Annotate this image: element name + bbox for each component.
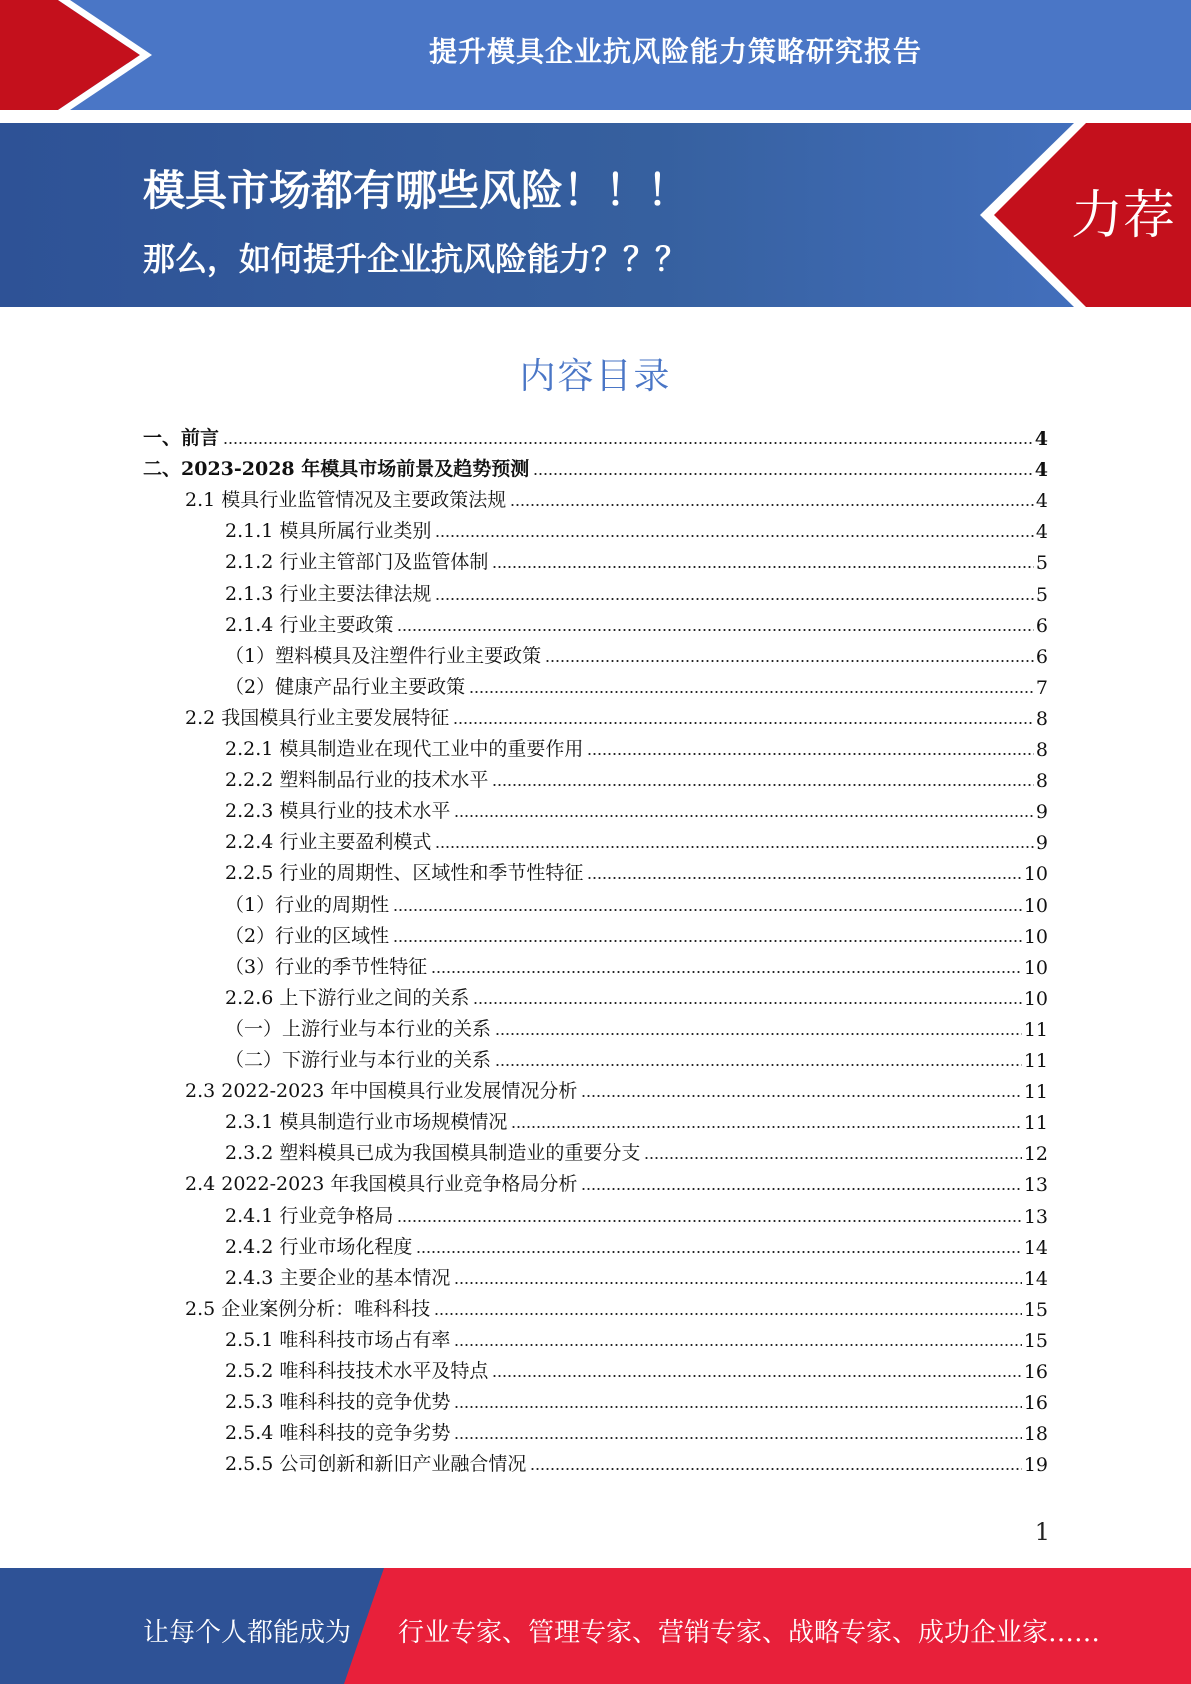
toc-entry-label: 2.2.5 行业的周期性、区域性和季节性特征 <box>225 862 584 885</box>
toc-entry-page: 11 <box>1023 1018 1048 1041</box>
toc-dot-leader <box>393 894 1022 912</box>
toc-entry-page: 6 <box>1035 614 1048 637</box>
toc-entry-label: 2.4 2022-2023 年我国模具行业竞争格局分析 <box>185 1173 578 1196</box>
toc-entry[interactable] <box>225 1259 1048 1290</box>
toc-entry[interactable] <box>225 1383 1048 1414</box>
toc-title: 内容目录 <box>519 356 672 397</box>
toc-dot-leader <box>223 427 1033 445</box>
toc-dot-leader <box>511 1111 1021 1129</box>
toc-entry-label: （2）健康产品行业主要政策 <box>225 675 466 698</box>
toc-dot-leader <box>581 1173 1021 1191</box>
toc-entry-label: 2.1.1 模具所属行业类别 <box>225 520 432 543</box>
toc-entry-label: 2.1.2 行业主管部门及监管体制 <box>225 551 489 574</box>
page-number: 1 <box>1034 1518 1050 1546</box>
toc-dot-leader <box>454 1267 1021 1285</box>
toc-entry-page: 10 <box>1023 956 1048 979</box>
toc-dot-leader <box>435 583 1034 601</box>
toc-dot-leader <box>492 551 1034 569</box>
toc-dot-leader <box>454 1329 1021 1347</box>
toc-entry-page: 14 <box>1023 1267 1048 1290</box>
toc-entry-page: 12 <box>1023 1143 1048 1166</box>
toc-entry-label: （二）下游行业与本行业的关系 <box>225 1049 492 1071</box>
toc-entry-page: 11 <box>1023 1112 1048 1135</box>
toc-entry-label: （1）行业的周期性 <box>225 893 390 916</box>
toc-entry-page: 11 <box>1023 1050 1048 1072</box>
toc-entry-page: 10 <box>1023 894 1048 917</box>
toc-entry[interactable] <box>185 481 1048 512</box>
toc-entry[interactable] <box>225 512 1048 543</box>
toc-entry-label: 一、前言 <box>143 427 220 449</box>
toc-entry[interactable] <box>225 823 1048 854</box>
toc-dot-leader <box>545 645 1034 663</box>
toc-entry-label: 2.3 2022-2023 年中国模具行业发展情况分析 <box>185 1080 578 1103</box>
toc-dot-leader <box>454 1422 1021 1440</box>
toc-entry[interactable] <box>225 606 1048 637</box>
toc-entry[interactable] <box>225 1414 1048 1445</box>
toc-entry[interactable] <box>225 1197 1048 1228</box>
toc-entry[interactable] <box>225 730 1048 761</box>
toc-entry[interactable] <box>225 792 1048 823</box>
toc-dot-leader <box>453 707 1034 725</box>
toc-entry[interactable] <box>225 979 1048 1010</box>
toc-entry-page: 8 <box>1035 707 1048 730</box>
toc-dot-leader <box>473 987 1021 1005</box>
toc-entry-page: 8 <box>1035 770 1048 793</box>
toc-dot-leader <box>495 1018 1022 1036</box>
footer-slogan-left: 让每个人都能成为 <box>143 1618 352 1648</box>
toc-entry-label: （1）塑料模具及注塑件行业主要政策 <box>225 644 542 667</box>
toc-entry-page: 4 <box>1035 490 1048 513</box>
toc-entry-page: 7 <box>1035 676 1048 699</box>
toc-dot-leader <box>492 1360 1021 1378</box>
toc-entry-page: 10 <box>1023 925 1048 948</box>
toc-entry[interactable] <box>225 1041 1048 1072</box>
toc-entry-page: 11 <box>1023 1081 1048 1104</box>
toc-dot-leader <box>492 769 1034 787</box>
toc-entry[interactable] <box>185 699 1048 730</box>
toc-entry-page: 4 <box>1034 428 1048 450</box>
toc-dot-leader <box>469 676 1034 694</box>
toc-dot-leader <box>587 862 1021 880</box>
toc-entry-label: 2.5 企业案例分析：唯科科技 <box>185 1297 431 1320</box>
toc-entry-page: 13 <box>1023 1174 1048 1197</box>
toc-dot-leader <box>533 458 1033 476</box>
toc-entry-page: 19 <box>1023 1454 1048 1477</box>
toc-entry-page: 6 <box>1035 645 1048 668</box>
toc-entry-label: 2.2.2 塑料制品行业的技术水平 <box>225 769 489 792</box>
toc-entry[interactable] <box>225 761 1048 792</box>
toc-dot-leader <box>397 1205 1021 1223</box>
toc-entry-page: 14 <box>1023 1236 1048 1259</box>
toc-dot-leader <box>435 831 1034 849</box>
report-title: 提升模具企业抗风险能力策略研究报告 <box>428 35 922 68</box>
toc-entry[interactable] <box>225 1352 1048 1383</box>
toc-entry-label: 2.1.4 行业主要政策 <box>225 613 394 636</box>
toc-dot-leader <box>431 956 1022 974</box>
toc-dot-leader <box>454 1391 1021 1409</box>
toc-entry-page: 4 <box>1034 459 1048 482</box>
toc-entry-label: 2.5.4 唯科科技的竞争劣势 <box>225 1422 451 1445</box>
toc-entry[interactable] <box>225 1321 1048 1352</box>
toc-entry[interactable] <box>225 1228 1048 1259</box>
toc-entry[interactable] <box>225 575 1048 606</box>
toc-entry-page: 5 <box>1035 583 1048 606</box>
toc-dot-leader <box>434 1298 1022 1316</box>
toc-entry-label: 2.5.3 唯科科技的竞争优势 <box>225 1391 451 1414</box>
toc-entry-label: 2.4.3 主要企业的基本情况 <box>225 1266 451 1289</box>
toc-entry-label: 2.2 我国模具行业主要发展特征 <box>185 706 450 729</box>
toc-entry-label: 2.4.2 行业市场化程度 <box>225 1235 413 1258</box>
footer-slogan-right: 行业专家、管理专家、营销专家、战略专家、成功企业家…… <box>398 1618 1101 1648</box>
toc-entry-label: 2.3.1 模具制造行业市场规模情况 <box>225 1111 508 1134</box>
toc-entry[interactable] <box>225 948 1048 979</box>
toc-entry[interactable] <box>225 668 1048 699</box>
toc-entry-page: 10 <box>1023 863 1048 886</box>
toc-entry-label: 2.2.4 行业主要盈利模式 <box>225 831 432 854</box>
toc-entry[interactable] <box>225 917 1048 948</box>
toc-entry-page: 13 <box>1023 1205 1048 1228</box>
toc-entry-label: （3）行业的季节性特征 <box>225 955 428 978</box>
toc-entry-page: 18 <box>1023 1423 1048 1446</box>
toc-entry-page: 16 <box>1023 1392 1048 1415</box>
toc-entry-label: 2.3.2 塑料模具已成为我国模具制造业的重要分支 <box>225 1142 641 1165</box>
toc-entry[interactable] <box>185 1165 1048 1196</box>
toc-entry-page: 4 <box>1035 521 1048 544</box>
toc-entry[interactable] <box>225 1103 1048 1134</box>
toc-dot-leader <box>495 1049 1022 1067</box>
recommend-badge-text: 力荐 <box>1070 185 1175 246</box>
hero-subheadline: 那么，如何提升企业抗风险能力？？？ <box>143 240 688 278</box>
toc-dot-leader <box>644 1142 1021 1160</box>
toc-entry-label: （2）行业的区域性 <box>225 924 390 947</box>
toc-dot-leader <box>581 1080 1021 1098</box>
toc-entry[interactable] <box>143 450 1048 481</box>
toc-entry[interactable] <box>143 419 1048 450</box>
toc-entry[interactable] <box>185 1290 1048 1321</box>
toc-entry-label: （一）上游行业与本行业的关系 <box>225 1017 492 1040</box>
toc-entry-label: 2.4.1 行业竞争格局 <box>225 1204 394 1227</box>
toc-entry-page: 15 <box>1023 1329 1048 1352</box>
toc-entry-page: 10 <box>1023 987 1048 1010</box>
toc-entry-page: 8 <box>1035 739 1048 761</box>
toc-entry-page: 15 <box>1023 1298 1048 1321</box>
top-red-chevron <box>0 0 160 110</box>
toc-entry-label: 2.2.3 模具行业的技术水平 <box>225 800 451 823</box>
toc-entry-page: 9 <box>1035 801 1048 824</box>
toc-entry-label: 2.2.1 模具制造业在现代工业中的重要作用 <box>225 738 584 760</box>
toc-entry-label: 2.5.5 公司创新和新旧产业融合情况 <box>225 1453 527 1476</box>
toc-entry[interactable] <box>225 886 1048 917</box>
toc-entry-label: 二、2023-2028 年模具市场前景及趋势预测 <box>143 458 530 481</box>
toc-entry-label: 2.1 模具行业监管情况及主要政策法规 <box>185 489 507 512</box>
toc-entry[interactable] <box>185 1072 1048 1103</box>
toc-entry-page: 5 <box>1035 552 1048 575</box>
toc-entry-page: 9 <box>1035 832 1048 855</box>
toc-entry[interactable] <box>225 854 1048 885</box>
toc-entry[interactable] <box>225 1010 1048 1041</box>
toc-entry-page: 16 <box>1023 1361 1048 1383</box>
toc-entry[interactable] <box>225 1134 1048 1165</box>
toc-dot-leader <box>530 1453 1021 1471</box>
toc-entry-label: 2.1.3 行业主要法律法规 <box>225 582 432 605</box>
toc-dot-leader <box>393 925 1022 943</box>
toc-dot-leader <box>587 738 1034 756</box>
toc-entry-label: 2.5.2 唯科科技技术水平及特点 <box>225 1360 489 1382</box>
toc-dot-leader <box>454 800 1034 818</box>
toc-entry[interactable] <box>225 543 1048 574</box>
toc-dot-leader <box>510 489 1034 507</box>
toc-entry-label: 2.5.1 唯科科技市场占有率 <box>225 1328 451 1351</box>
toc-dot-leader <box>397 614 1034 632</box>
toc-entry-label: 2.2.6 上下游行业之间的关系 <box>225 986 470 1009</box>
toc-dot-leader <box>416 1236 1021 1254</box>
toc-entry[interactable] <box>225 1445 1048 1476</box>
toc-entry[interactable] <box>225 637 1048 668</box>
toc-dot-leader <box>435 520 1034 538</box>
hero-headline: 模具市场都有哪些风险！！！ <box>143 166 690 215</box>
